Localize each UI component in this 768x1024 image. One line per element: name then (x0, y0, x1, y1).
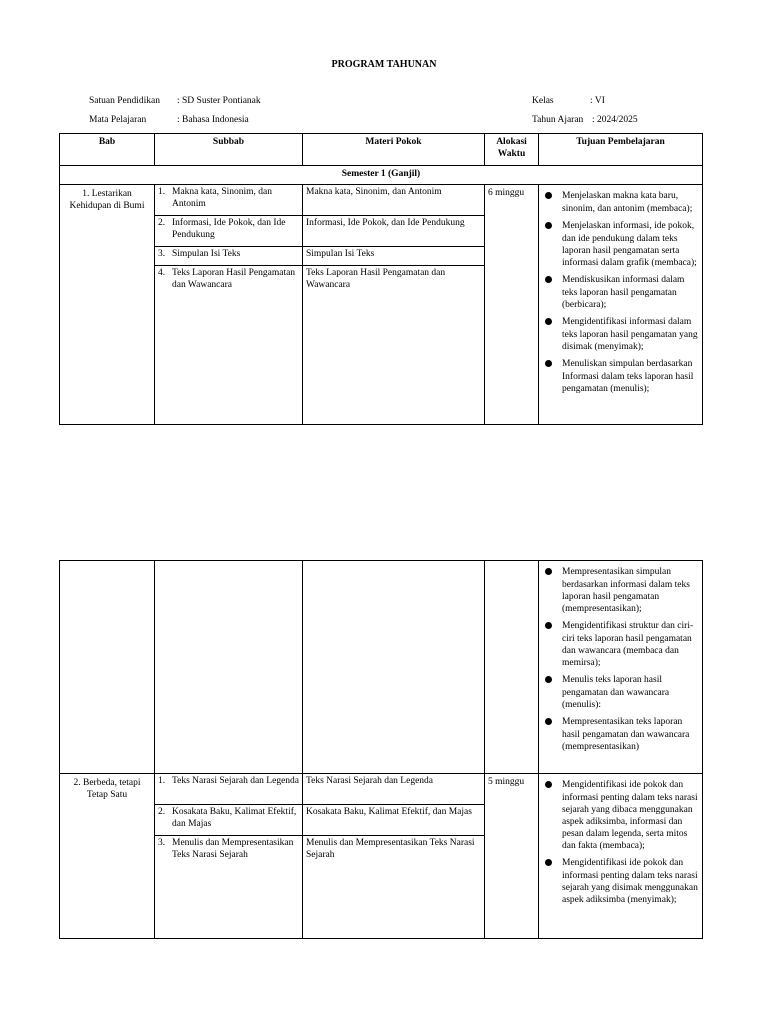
bullet-icon (545, 676, 552, 683)
materi-row: Makna kata, Sinonim, dan Antonim (303, 185, 484, 216)
tujuan-item: Mengidentifikasi ide pokok dan informasi penting dalam teks narasi sejarah yang disimak menggunakan aspek adiksimba (menyimak); (543, 856, 698, 906)
tujuan-item: Mengidentifikasi struktur dan ciri- ciri teks laporan hasil pengamatan dan wawancara (membaca dan memirsa); (543, 619, 698, 669)
subbab-row: 2. Informasi, Ide Pokok, dan Ide Pendukung (155, 216, 302, 247)
tujuan-item: Mendiskusikan informasi dalam teks laporan hasil pengamatan (berbicara); (543, 273, 698, 311)
tujuan-item: Mengidentifikasi ide pokok dan informasi penting dalam teks narasi sejarah yang dibaca menggunakan aspek adiksimba, informasi dan pesan dalam legenda, serta mitos dan fakta (membaca); (543, 778, 698, 852)
mapel-label: Mata Pelajaran (89, 115, 147, 125)
bullet-icon (545, 718, 552, 725)
tujuan-cell (539, 185, 703, 425)
alokasi-cell-empty (485, 561, 539, 774)
subbab-row: 1. Teks Narasi Sejarah dan Legenda (155, 774, 302, 805)
materi-row: Simpulan Isi Teks (303, 247, 484, 266)
tujuan-item: Menjelaskan makna kata baru, sinonim, dan antonim (membaca); (543, 189, 698, 215)
materi-cell (303, 185, 485, 425)
bullet-icon (545, 781, 552, 788)
tujuan-cell (539, 774, 703, 939)
subbab-row: 3. Simpulan Isi Teks (155, 247, 302, 266)
bullet-icon (545, 622, 552, 629)
tujuan-item: Mempresentasikan teks laporan hasil pengamatan dan wawancara (mempresentasikan) (543, 715, 698, 753)
subbab-cell (155, 774, 303, 939)
tahun-label: Tahun Ajaran (532, 115, 584, 125)
materi-cell (303, 774, 485, 939)
col-tujuan: Tujuan Pembelajaran (539, 134, 703, 166)
bullet-icon (545, 318, 552, 325)
subbab-row: 3. Menulis dan Mempresentasikan Teks Narasi Sejarah (158, 838, 294, 860)
materi-row: Teks Laporan Hasil Pengamatan dan Wawancara (306, 268, 446, 290)
bullet-icon (545, 859, 552, 866)
alokasi-cell: 6 minggu (485, 185, 539, 425)
tujuan-cell (539, 561, 703, 774)
satuan-label: Satuan Pendidikan (89, 96, 160, 106)
bullet-icon (545, 192, 552, 199)
semester-label: Semester 1 (Ganjil) (60, 166, 703, 185)
col-subbab: Subbab (155, 134, 303, 166)
col-materi: Materi Pokok (303, 134, 485, 166)
subbab-row: 2. Kosakata Baku, Kalimat Efektif, dan Majas (155, 805, 302, 836)
kelas-value: : VI (590, 96, 605, 106)
bullet-icon (545, 360, 552, 367)
materi-cell-empty (303, 561, 485, 774)
tujuan-item: Menuliskan simpulan berdasarkan Informasi dalam teks laporan hasil pengamatan (menulis); (543, 357, 698, 395)
tujuan-item: Menulis teks laporan hasil pengamatan dan wawancara (menulis): (543, 673, 698, 711)
bullet-icon (545, 222, 552, 229)
subbab-row: 1. Makna kata, Sinonim, dan Antonim (155, 185, 302, 216)
materi-row: Teks Narasi Sejarah dan Legenda (303, 774, 484, 805)
col-bab: Bab (60, 134, 155, 166)
col-alokasi: Alokasi Waktu (485, 134, 539, 166)
bullet-icon (545, 568, 552, 575)
tujuan-item: Menjelaskan informasi, ide pokok, dan ide pendukung dalam teks laporan hasil pengamatan serta informasi dalam grafik (membaca); (543, 219, 698, 269)
tujuan-item: Mempresentasikan simpulan berdasarkan informasi dalam teks laporan hasil pengamatan (mempresentasikan); (543, 565, 698, 615)
kelas-label: Kelas (532, 96, 554, 106)
subbab-cell (155, 185, 303, 425)
bab-cell-empty (60, 561, 155, 774)
materi-row: Informasi, Ide Pokok, dan Ide Pendukung (303, 216, 484, 247)
satuan-value: : SD Suster Pontianak (177, 96, 261, 106)
bab-cell: 1. Lestarikan Kehidupan di Bumi (60, 185, 155, 425)
materi-row: Menulis dan Mempresentasikan Teks Narasi Sejarah (306, 838, 475, 860)
subbab-cell-empty (155, 561, 303, 774)
tujuan-item: Mengidentifikasi informasi dalam teks laporan hasil pengamatan yang disimak (menyimak); (543, 315, 698, 353)
materi-row: Kosakata Baku, Kalimat Efektif, dan Majas (303, 805, 484, 836)
bab-cell: 2. Berbeda, tetapi Tetap Satu (60, 774, 155, 939)
alokasi-cell: 5 minggu (485, 774, 539, 939)
page-title: PROGRAM TAHUNAN (331, 59, 437, 70)
bullet-icon (545, 276, 552, 283)
subbab-row: 4. Teks Laporan Hasil Pengamatan dan Wawancara (158, 268, 296, 290)
tahun-value: : 2024/2025 (592, 115, 638, 125)
mapel-value: : Bahasa Indonesia (177, 115, 249, 125)
program-table-part2 (59, 560, 703, 939)
program-table-part1 (59, 133, 703, 425)
